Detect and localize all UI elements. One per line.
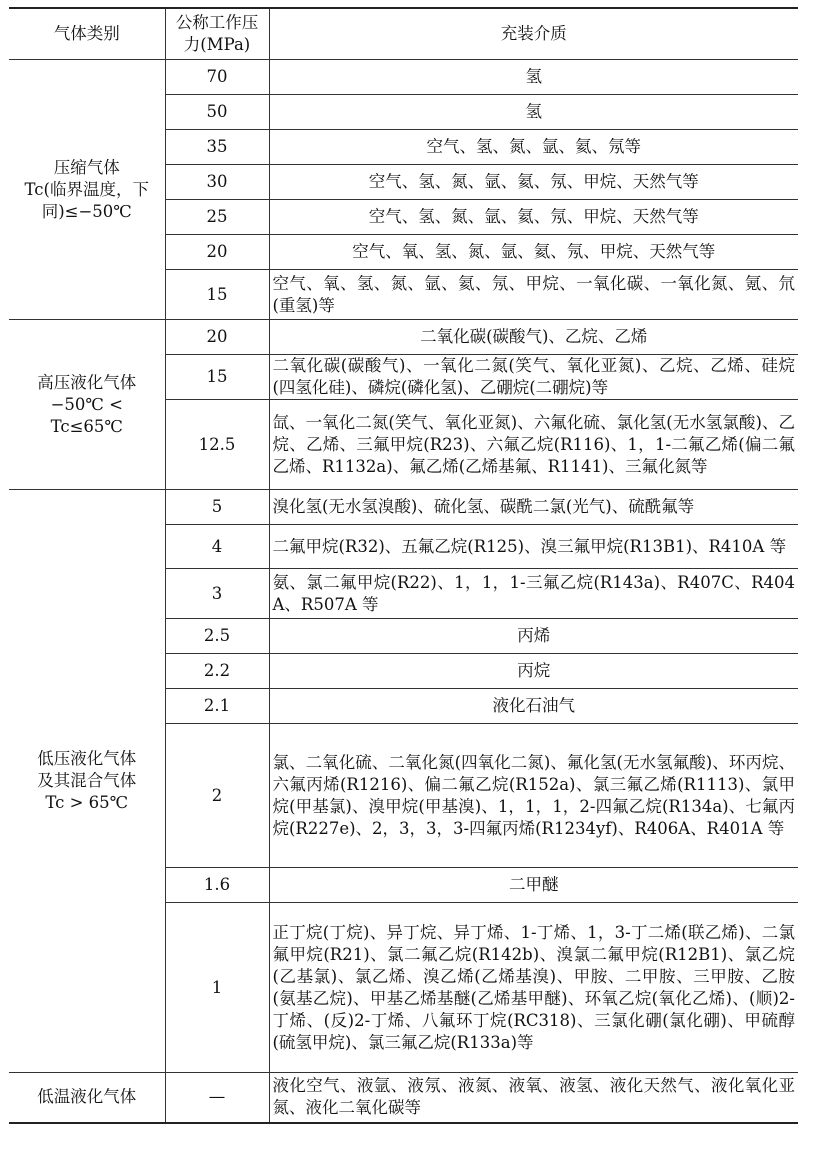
table-row [9,60,798,95]
medium-cell: 氙、一氧化二氮(笑气、氧化亚氮)、六氟化硫、氯化氢(无水氢氯酸)、乙烷、乙烯、三氟甲烷(R23)、六氟乙烷(R116)、1，1-二氟乙烯(偏二氟乙烯、R1132a)、氟乙烯(乙烯基氟、R1141)、三氟化氮等 [269,400,798,490]
medium-cell: 正丁烷(丁烷)、异丁烷、异丁烯、1-丁烯、1，3-丁二烯(联乙烯)、二氯氟甲烷(R21)、氯二氟乙烷(R142b)、溴氯二氟甲烷(R12B1)、氯乙烷(乙基氯)、氯乙烯、溴乙烯(乙烯基溴)、甲胺、二甲胺、三甲胺、乙胺(氨基乙烷)、甲基乙烯基醚(乙烯基甲醚)、环氧乙烷(氧化乙烯)、(顺)2-丁烯、(反)2-丁烯、八氟环丁烷(RC318)、三氯化硼(氯化硼)、甲硫醇(硫氢甲烷)、氯三氟乙烷(R133a)等 [269,903,798,1073]
medium-cell: 氯、二氧化硫、二氧化氮(四氧化二氮)、氟化氢(无水氢氟酸)、环丙烷、六氟丙烯(R1216)、偏二氟乙烷(R152a)、氯三氟乙烯(R1113)、氯甲烷(甲基氯)、溴甲烷(甲基溴)、1，1，1，2-四氟乙烷(R134a)、七氟丙烷(R227e)、2，3，3，3-四氟丙烯(R1234yf)、R406A、R401A 等 [269,724,798,868]
header-medium: 充装介质 [269,8,798,60]
medium-cell: 二氧化碳(碳酸气)、乙烷、乙烯 [269,320,798,355]
pressure-cell: 20 [165,235,269,270]
medium-cell: 空气、氧、氢、氮、氩、氦、氖、甲烷、一氧化碳、一氧化氮、氪、氘(重氢)等 [269,270,798,320]
pressure-cell: 35 [165,130,269,165]
pressure-cell: 2 [165,724,269,868]
pressure-cell: 70 [165,60,269,95]
medium-cell: 空气、氢、氮、氩、氦、氖等 [269,130,798,165]
pressure-cell: 1.6 [165,868,269,903]
medium-cell: 氨、氯二氟甲烷(R22)、1，1，1-三氟乙烷(R143a)、R407C、R404A、R507A 等 [269,569,798,619]
pressure-cell: 1 [165,903,269,1073]
header-pressure: 公称工作压力(MPa) [165,8,269,60]
gas-category-cell: 低温液化气体 [9,1073,165,1123]
table-body [9,60,798,1123]
pressure-cell: 3 [165,569,269,619]
pressure-cell: 15 [165,270,269,320]
header-category: 气体类别 [9,8,165,60]
medium-cell: 氢 [269,60,798,95]
pressure-cell: 30 [165,165,269,200]
medium-cell: 丙烷 [269,654,798,689]
medium-cell: 空气、氢、氮、氩、氦、氖、甲烷、天然气等 [269,165,798,200]
pressure-cell: 25 [165,200,269,235]
pressure-cell: 20 [165,320,269,355]
medium-cell: 液化石油气 [269,689,798,724]
pressure-cell: — [165,1073,269,1123]
table-row [9,490,798,525]
pressure-cell: 2.5 [165,619,269,654]
table-header-row [9,8,798,60]
pressure-cell: 15 [165,355,269,400]
medium-cell: 液化空气、液氩、液氖、液氮、液氧、液氢、液化天然气、液化氧化亚氮、液化二氧化碳等 [269,1073,798,1123]
pressure-cell: 5 [165,490,269,525]
pressure-cell: 12.5 [165,400,269,490]
gas-classification-table [9,7,798,1124]
medium-cell: 空气、氧、氢、氮、氩、氦、氖、甲烷、天然气等 [269,235,798,270]
table-row [9,320,798,355]
gas-table-container [9,7,798,1124]
medium-cell: 二甲醚 [269,868,798,903]
gas-category-cell: 高压液化气体 −50℃ < Tc≤65℃ [9,320,165,490]
medium-cell: 丙烯 [269,619,798,654]
pressure-cell: 4 [165,525,269,569]
medium-cell: 空气、氢、氮、氩、氦、氖、甲烷、天然气等 [269,200,798,235]
medium-cell: 二氟甲烷(R32)、五氟乙烷(R125)、溴三氟甲烷(R13B1)、R410A 等 [269,525,798,569]
pressure-cell: 50 [165,95,269,130]
gas-category-cell: 压缩气体 Tc(临界温度，下同)≤−50℃ [9,60,165,320]
pressure-cell: 2.1 [165,689,269,724]
medium-cell: 溴化氢(无水氢溴酸)、硫化氢、碳酰二氯(光气)、硫酰氟等 [269,490,798,525]
table-row [9,1073,798,1123]
medium-cell: 氢 [269,95,798,130]
pressure-cell: 2.2 [165,654,269,689]
medium-cell: 二氧化碳(碳酸气)、一氧化二氮(笑气、氧化亚氮)、乙烷、乙烯、硅烷(四氢化硅)、磷烷(磷化氢)、乙硼烷(二硼烷)等 [269,355,798,400]
gas-category-cell: 低压液化气体 及其混合气体 Tc > 65℃ [9,490,165,1073]
